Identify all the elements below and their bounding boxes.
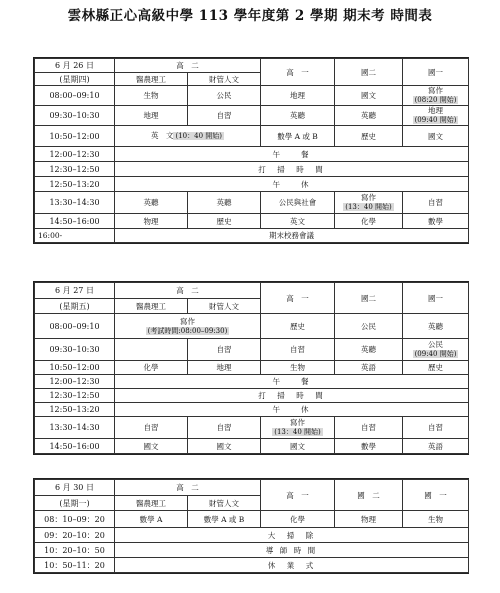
exam-cell (403, 106, 469, 126)
break-cell: 午 休 (115, 403, 469, 417)
exam-cell: 數學 A 或 B (188, 511, 261, 528)
exam-cell: 自習 (188, 339, 261, 361)
exam-subject: 寫作 (428, 86, 443, 95)
break-cell: 打 掃 時 間 (115, 389, 469, 403)
weekday-cell: (星期五) (35, 299, 115, 314)
time-cell: 12:30–12:50 (35, 162, 115, 177)
exam-subject: 寫作 (361, 193, 376, 202)
exam-cell: 生物 (261, 361, 335, 375)
exam-cell: 數學 A (115, 511, 188, 528)
exam-cell: 地理 (261, 86, 335, 106)
header-j1: 國一 (403, 283, 469, 314)
exam-cell: 英聽 (115, 192, 188, 214)
schedule-table-day3 (33, 478, 469, 574)
break-cell: 打 掃 時 間 (115, 162, 469, 177)
exam-cell: 公民 (188, 86, 261, 106)
header-j2: 國二 (335, 59, 403, 86)
time-cell: 12:50–13:20 (35, 177, 115, 192)
exam-cell: 公民與社會 (261, 192, 335, 214)
exam-cell: 生物 (403, 511, 469, 528)
exam-cell (335, 192, 403, 214)
header-j2: 國 二 (335, 480, 403, 511)
time-cell: 14:50–16:00 (35, 439, 115, 454)
exam-cell (115, 314, 261, 339)
break-cell: 大 掃 除 (115, 528, 469, 543)
time-cell: 14:50–16:00 (35, 214, 115, 229)
time-cell: 12:00–12:30 (35, 147, 115, 162)
weekday-cell: (星期一) (35, 496, 115, 511)
time-cell: 09:30–10:30 (35, 106, 115, 126)
schedule-table-day2 (33, 281, 469, 455)
exam-cell: 數學 A 或 B (261, 126, 335, 147)
time-cell: 10：20–10：50 (35, 543, 115, 558)
exam-cell: 自習 (261, 339, 335, 361)
header-j1: 國 一 (403, 480, 469, 511)
break-cell: 午 餐 (115, 147, 469, 162)
header-g1: 高 一 (261, 59, 335, 86)
exam-cell: 英聽 (335, 339, 403, 361)
exam-cell: 自習 (403, 192, 469, 214)
header-g2a: 醫農理工 (115, 299, 188, 314)
exam-cell (115, 339, 188, 361)
exam-cell: 自習 (188, 417, 261, 439)
header-g2b: 財管人文 (188, 496, 261, 511)
break-cell: 導 師 時 間 (115, 543, 469, 558)
exam-cell: 生物 (115, 86, 188, 106)
exam-cell: 地理 (115, 106, 188, 126)
exam-cell: 地理 (188, 361, 261, 375)
date-cell: 6 月 26 日 (35, 59, 115, 73)
exam-cell: 自習 (335, 417, 403, 439)
exam-cell: 英語 (335, 361, 403, 375)
time-cell: 13:30–14:30 (35, 417, 115, 439)
exam-cell: 化學 (261, 511, 335, 528)
time-cell: 08：10–09：20 (35, 511, 115, 528)
date-cell: 6 月 27 日 (35, 283, 115, 299)
header-g2b: 財管人文 (188, 73, 261, 86)
exam-subject: 寫作 (290, 418, 305, 427)
exam-cell: 化學 (115, 361, 188, 375)
time-cell: 12:50–13:20 (35, 403, 115, 417)
exam-cell: 歷史 (188, 214, 261, 229)
exam-subject: 公民 (428, 340, 443, 349)
time-cell: 13:30–14:30 (35, 192, 115, 214)
start-note: (考試時間:08:00–09:30) (147, 326, 228, 335)
exam-cell: 國文 (188, 439, 261, 454)
exam-cell: 國文 (403, 126, 469, 147)
exam-cell: 歷史 (261, 314, 335, 339)
header-g2: 高 二 (115, 480, 261, 496)
header-g2a: 醫農理工 (115, 496, 188, 511)
exam-subject: 寫作 (180, 316, 195, 326)
time-cell: 08:00–09:10 (35, 314, 115, 339)
exam-subject: 地理 (428, 106, 443, 115)
header-g2b: 財管人文 (188, 299, 261, 314)
exam-cell: 自習 (403, 417, 469, 439)
exam-cell: 自習 (188, 106, 261, 126)
time-cell: 09:30–10:30 (35, 339, 115, 361)
exam-cell: 歷史 (403, 361, 469, 375)
exam-cell: 國文 (335, 86, 403, 106)
time-cell: 10：50–11：20 (35, 558, 115, 573)
date-cell: 6 月 30 日 (35, 480, 115, 496)
exam-cell: 歷史 (335, 126, 403, 147)
exam-cell (115, 126, 261, 147)
break-cell: 午 休 (115, 177, 469, 192)
start-note: (09:40 開始) (414, 350, 457, 358)
exam-subject: 英 文 (150, 131, 174, 140)
exam-cell: 物理 (335, 511, 403, 528)
exam-cell: 物理 (115, 214, 188, 229)
start-note: (08:20 開始) (414, 96, 457, 104)
exam-cell: 自習 (115, 417, 188, 439)
time-cell: 09：20–10：20 (35, 528, 115, 543)
exam-cell: 公民 (335, 314, 403, 339)
exam-cell: 化學 (335, 214, 403, 229)
exam-cell: 國文 (115, 439, 188, 454)
time-cell: 10:50–12:00 (35, 361, 115, 375)
exam-cell: 英語 (403, 439, 469, 454)
time-cell: 08:00–09:10 (35, 86, 115, 106)
exam-cell: 英文 (261, 214, 335, 229)
header-g1: 高 一 (261, 480, 335, 511)
weekday-cell: (星期四) (35, 73, 115, 86)
exam-cell (403, 339, 469, 361)
exam-cell (261, 417, 335, 439)
break-cell: 休 業 式 (115, 558, 469, 573)
start-note: (10：40 開始) (175, 132, 222, 140)
exam-cell: 英聽 (403, 314, 469, 339)
break-cell: 午 餐 (115, 375, 469, 389)
page-title: 雲林縣正心高級中學 113 學年度第 2 學期 期末考 時間表 (67, 8, 433, 24)
exam-cell: 數學 (335, 439, 403, 454)
header-g1: 高 一 (261, 283, 335, 314)
header-j2: 國二 (335, 283, 403, 314)
time-cell: 10:50–12:00 (35, 126, 115, 147)
start-note: (13：40 開始) (345, 203, 392, 211)
exam-cell: 國文 (261, 439, 335, 454)
header-g2a: 醫農理工 (115, 73, 188, 86)
header-j1: 國一 (403, 59, 469, 86)
time-cell: 16:00- (35, 229, 115, 243)
start-note: (13：40 開始) (274, 428, 321, 436)
meeting-cell: 期末校務會議 (115, 229, 469, 243)
exam-cell: 數學 (403, 214, 469, 229)
header-g2: 高 二 (115, 59, 261, 73)
header-g2: 高 二 (115, 283, 261, 299)
exam-cell (403, 86, 469, 106)
exam-cell: 英聽 (188, 192, 261, 214)
start-note: (09:40 開始) (414, 116, 457, 124)
time-cell: 12:30–12:50 (35, 389, 115, 403)
exam-cell: 英聽 (335, 106, 403, 126)
schedule-table-day1 (33, 57, 469, 244)
time-cell: 12:00–12:30 (35, 375, 115, 389)
exam-cell: 英聽 (261, 106, 335, 126)
